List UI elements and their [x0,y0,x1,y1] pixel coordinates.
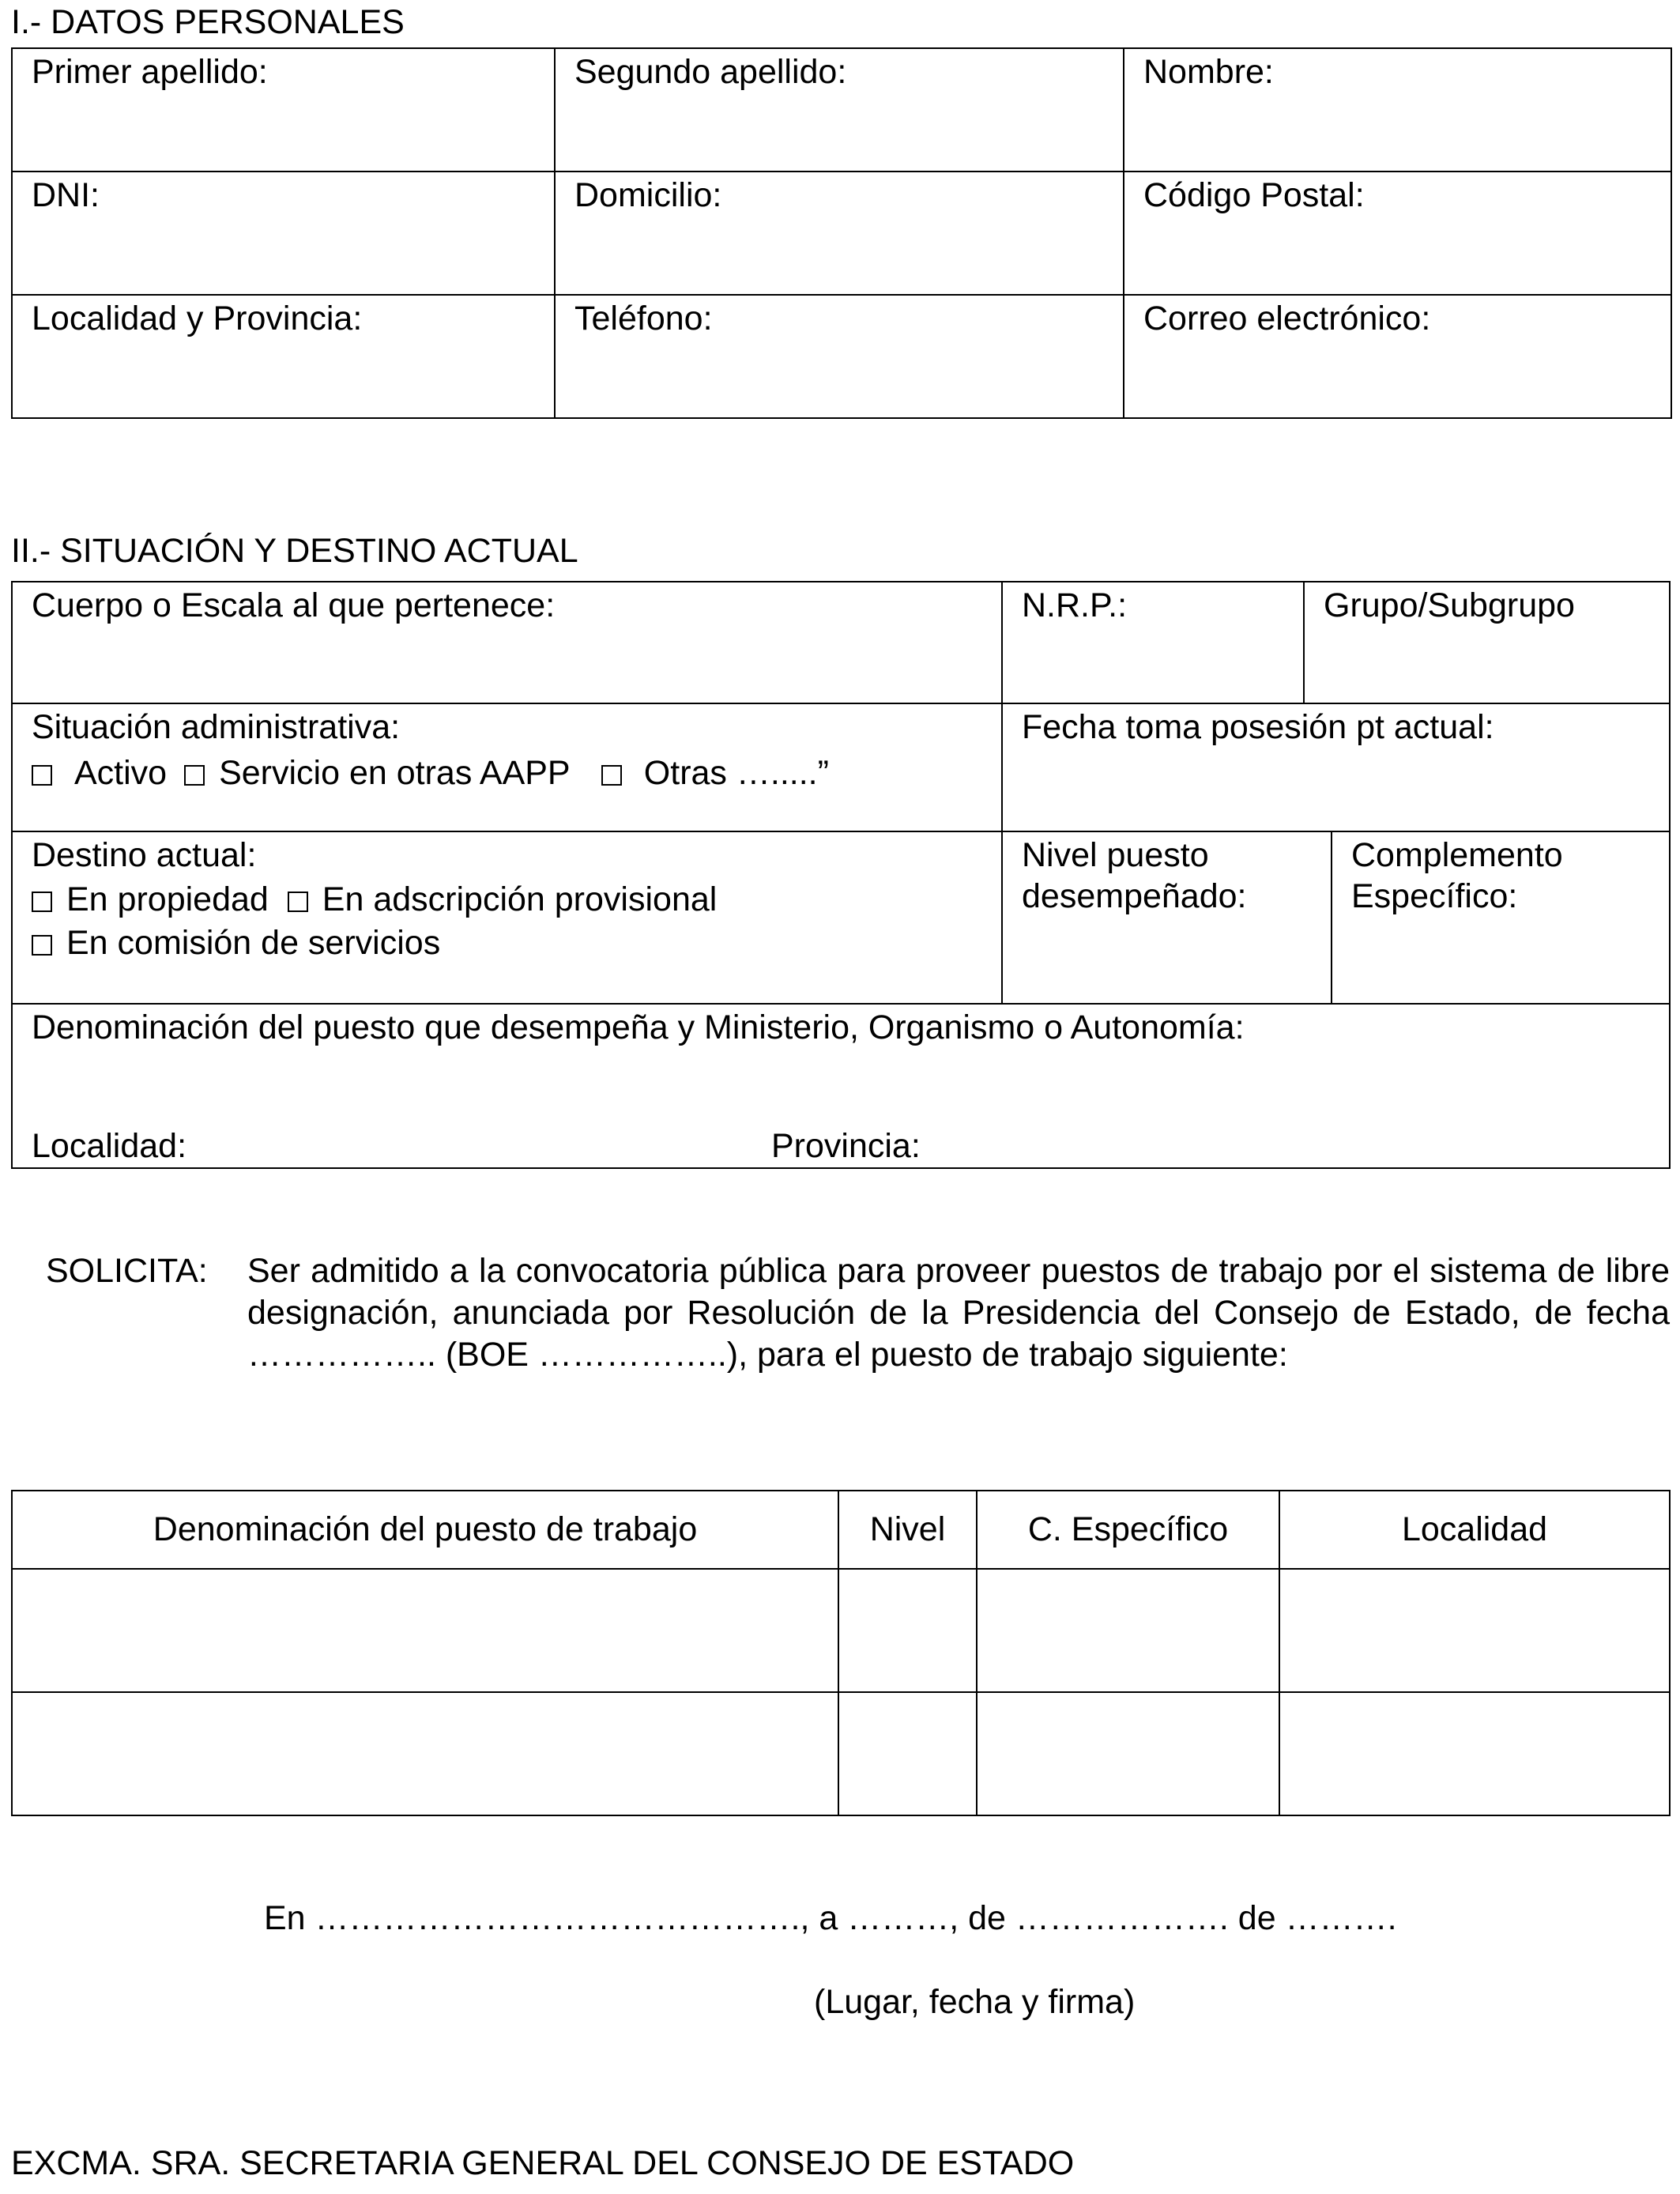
cuerpo-label: Cuerpo o Escala al que pertenece: [32,586,556,624]
domicilio-field[interactable] [555,172,1124,295]
dni-field[interactable] [12,172,555,295]
post-2-especifico-cell[interactable] [977,1692,1279,1815]
en-propiedad-checkbox[interactable] [32,892,52,912]
situacion-label: Situación administrativa: [32,708,401,746]
post-1-especifico-cell[interactable] [977,1569,1279,1692]
comision-label: En comisión de servicios [66,924,441,963]
localidad-label: Localidad: [32,1127,187,1166]
codigo-postal-field[interactable] [1124,172,1671,295]
provincia-label: Provincia: [771,1127,921,1166]
nombre-label: Nombre: [1143,53,1274,91]
localidad-provincia-field[interactable] [12,295,555,418]
complemento-label-line-1: Complemento [1351,836,1563,874]
grupo-label: Grupo/Subgrupo [1324,586,1575,624]
posts-header-especifico: C. Específico [977,1491,1279,1569]
posts-header-localidad: Localidad [1279,1491,1670,1569]
nivel-puesto-label-line-1: Nivel puesto [1022,836,1209,874]
destino-options-row-2 [32,923,982,964]
situation-table [11,581,1671,1169]
adscripcion-label: En adscripción provisional [322,880,718,918]
section-2-title: II.- SITUACIÓN Y DESTINO ACTUAL [11,532,578,570]
fecha-toma-label: Fecha toma posesión pt actual: [1022,708,1494,746]
solicita-heading: SOLICITA: [46,1252,208,1290]
primer-apellido-field[interactable] [12,48,555,172]
situacion-options [32,753,982,794]
destino-field [12,831,1002,1004]
solicita-text: Ser admitido a la convocatoria pública para proveer puestos de trabajo por el sistema de libre designación, anunciada por Resolución de la Presidencia del Consejo de Estado, de fecha …………….. (BOE ……………..), para el puesto de trabajo siguiente: [247,1252,1670,1374]
section-1-title: I.- DATOS PERSONALES [11,3,405,41]
en-propiedad-label: En propiedad [66,880,269,918]
nivel-puesto-label-line-2: desempeñado: [1022,876,1247,915]
activo-option-label: Activo [74,753,168,792]
post-2-nivel-cell[interactable] [838,1692,977,1815]
nrp-field[interactable] [1002,582,1304,703]
correo-label: Correo electrónico: [1143,300,1431,337]
adscripcion-checkbox[interactable] [288,892,308,912]
table-row [12,1569,1670,1692]
correo-field[interactable] [1124,295,1671,418]
complemento-field[interactable] [1332,831,1670,1004]
otras-aapp-checkbox[interactable] [184,765,205,786]
post-2-localidad-cell[interactable] [1279,1692,1670,1815]
place-date-line: En ……………………………………., a ………, de ………………. de ………. [264,1899,1397,1937]
otras-aapp-option-label: Servicio en otras AAPP [219,753,570,792]
domicilio-label: Domicilio: [574,176,722,214]
post-1-localidad-cell[interactable] [1279,1569,1670,1692]
nrp-label: N.R.P.: [1022,586,1128,624]
posts-header-nivel: Nivel [838,1491,977,1569]
otras-option-label: Otras ….....” [643,753,829,792]
post-1-denominacion-cell[interactable] [12,1569,838,1692]
nivel-puesto-field[interactable] [1002,831,1332,1004]
localidad-provincia-label: Localidad y Provincia: [32,300,363,337]
codigo-postal-label: Código Postal: [1143,176,1365,214]
posts-header-denominacion: Denominación del puesto de trabajo [12,1491,838,1569]
segundo-apellido-label: Segundo apellido: [574,53,847,91]
destino-options-row-1 [32,880,982,921]
otras-checkbox[interactable] [601,765,622,786]
telefono-field[interactable] [555,295,1124,418]
comision-checkbox[interactable] [32,935,52,956]
post-2-denominacion-cell[interactable] [12,1692,838,1815]
situacion-field [12,703,1002,831]
nombre-field[interactable] [1124,48,1671,172]
post-1-nivel-cell[interactable] [838,1569,977,1692]
activo-checkbox[interactable] [32,765,52,786]
denominacion-label: Denominación del puesto que desempeña y Ministerio, Organismo o Autonomía: [32,1008,1245,1046]
addressee: EXCMA. SRA. SECRETARIA GENERAL DEL CONSEJO DE ESTADO [11,2144,1075,2182]
denominacion-field[interactable] [12,1004,1670,1168]
telefono-label: Teléfono: [574,300,713,337]
fecha-toma-field[interactable] [1002,703,1670,831]
posts-table [11,1490,1671,1816]
destino-label: Destino actual: [32,836,257,874]
table-row [12,1692,1670,1815]
primer-apellido-label: Primer apellido: [32,53,268,91]
complemento-label-line-2: Específico: [1351,876,1518,915]
grupo-field[interactable] [1304,582,1670,703]
signature-caption: (Lugar, fecha y firma) [814,1983,1136,2021]
segundo-apellido-field[interactable] [555,48,1124,172]
cuerpo-field[interactable] [12,582,1002,703]
personal-data-table [11,47,1672,419]
dni-label: DNI: [32,176,100,214]
